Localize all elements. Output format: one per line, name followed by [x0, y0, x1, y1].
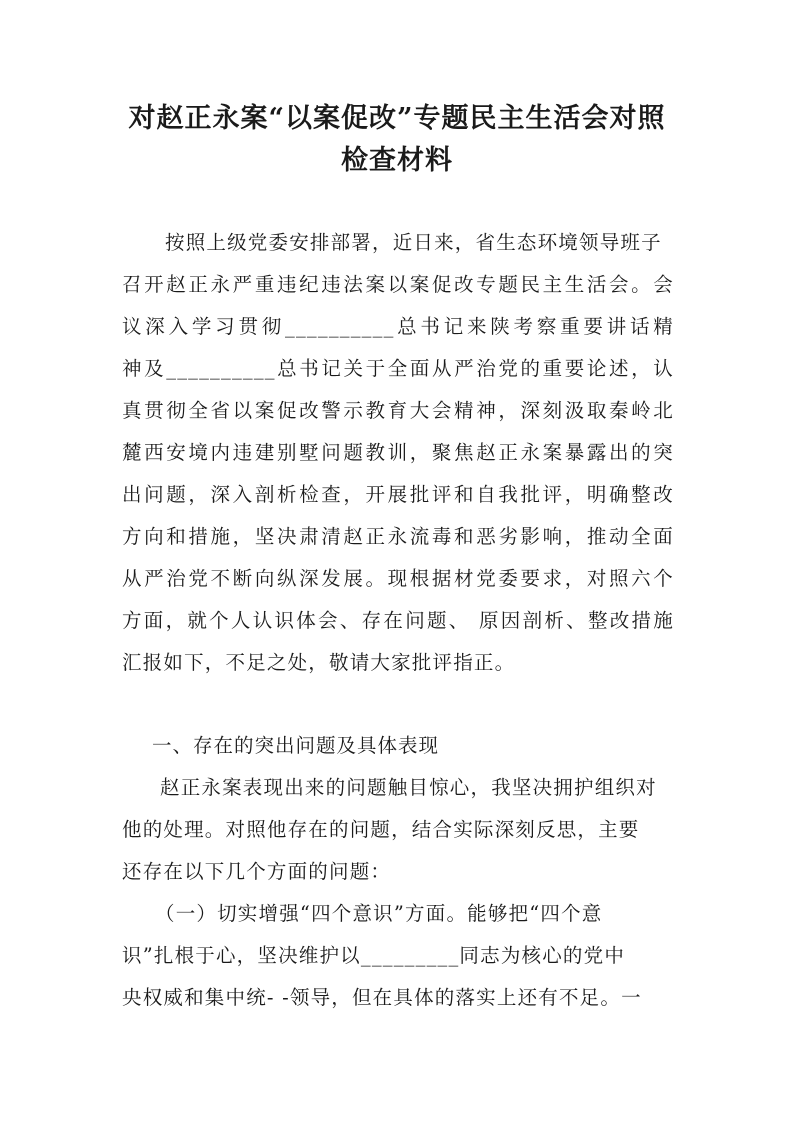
intro-line-2: 召开赵正永严重违纪违法案以案促改专题民主生活会。会 — [122, 273, 674, 296]
intro-line-3: 议深入学习贯彻__________总书记来陕考察重要讲话精 — [122, 315, 674, 338]
intro-line-8: 方向和措施，坚决肃清赵正永流毒和恶劣影响，推动全面 — [122, 525, 674, 548]
intro-line-11: 汇报如下，不足之处，敬请大家批评指正。 — [122, 651, 516, 674]
document-title-line-2: 检查材料 — [341, 145, 453, 176]
intro-line-6: 麓西安境内违建别墅问题教训，聚焦赵正永案暴露出的突 — [122, 441, 674, 464]
subsection-1-line-2: 识”扎根于心，坚决维护以_________同志为核心的党中 — [122, 944, 626, 967]
subsection-1-line-3: 央权威和集中统- -领导，但在具体的落实上还有不足。一 — [122, 986, 642, 1009]
section-1-line-2: 他的处理。对照他存在的问题，结合实际深刻反思，主要 — [122, 818, 640, 841]
intro-line-7: 出问题，深入剖析检查，开展批评和自我批评，明确整改 — [122, 483, 674, 506]
intro-line-5: 真贯彻全省以案促改警示教育大会精神，深刻汲取秦岭北 — [122, 399, 674, 422]
intro-line-4: 神及__________总书记关于全面从严治党的重要论述，认 — [122, 357, 674, 380]
subsection-1-line-1: （一）切实增强“四个意识”方面。能够把“四个意 — [155, 902, 603, 925]
intro-line-9: 从严治党不断向纵深发展。现根据材党委要求，对照六个 — [122, 567, 674, 590]
intro-line-1: 按照上级党委安排部署，近日来，省生态环境领导班子 — [165, 231, 662, 254]
document-title-line-1: 对赵正永案“以案促改”专题民主生活会对照 — [128, 103, 666, 134]
section-1-heading: 一、存在的突出问题及具体表现 — [152, 734, 440, 757]
section-1-line-1: 赵正永案表现出来的问题触目惊心，我坚决拥护组织对 — [160, 776, 657, 799]
section-1-line-3: 还存在以下几个方面的问题： — [122, 860, 392, 883]
intro-line-10: 方面，就个人认识体会、存在问题、 原因剖析、整改措施 — [122, 609, 674, 632]
